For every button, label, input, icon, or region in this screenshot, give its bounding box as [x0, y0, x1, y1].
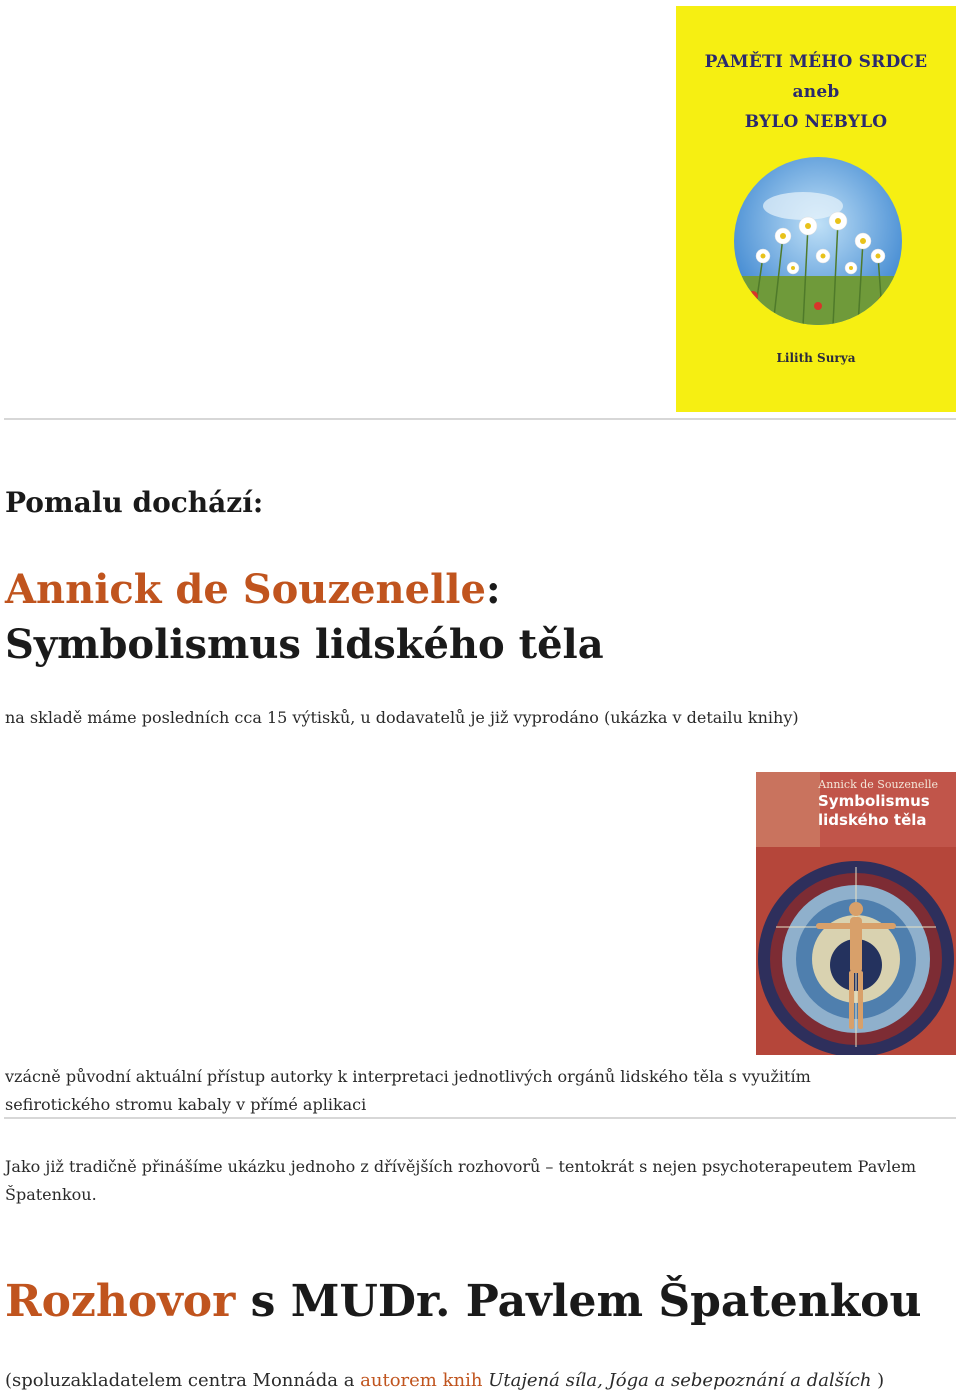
cover2-title-line1: Symbolismus	[818, 792, 930, 810]
stock-note: na skladě máme posledních cca 15 výtisků, u dodavatelů je již vyprodáno (ukázka v detailu knihy)	[5, 708, 799, 727]
author-books-link[interactable]: autorem knih	[360, 1370, 483, 1391]
cover1-title-line3: BYLO NEBYLO	[744, 112, 888, 132]
cover2-title-line2: lidského těla	[818, 811, 927, 829]
cover1-title-line2: aneb	[792, 82, 840, 102]
book-heading	[5, 562, 805, 672]
cover2-cosmic-man-image	[756, 847, 956, 1055]
interview-subtitle	[5, 1367, 884, 1395]
cover1-flower-image	[733, 156, 903, 326]
subtitle-prefix: (spoluzakladatelem centra Monnáda a	[5, 1370, 361, 1391]
cover2-decor-band	[756, 772, 820, 852]
book-cover-pameti[interactable]	[676, 6, 956, 412]
separator-top	[4, 418, 956, 420]
interview-heading-rest: s MUDr. Pavlem Špatenkou	[235, 1276, 922, 1327]
book-author-link[interactable]: Annick de Souzenelle	[5, 566, 486, 613]
section-kicker: Pomalu dochází:	[5, 486, 264, 519]
interview-heading	[5, 1276, 922, 1327]
cover2-author: Annick de Souzenelle	[818, 778, 938, 791]
book-description: vzácně původní aktuální přístup autorky k interpretaci jednotlivých orgánů lidského těla s využitím sefirotického stromu kabaly v přímé aplikaci	[5, 1067, 811, 1114]
book-cover-symbolismus[interactable]	[756, 772, 956, 1055]
subtitle-books: Utajená síla, Jóga a sebepoznání a dalších	[488, 1370, 872, 1391]
interview-intro: Jako již tradičně přinášíme ukázku jednoho z dřívějších rozhovorů – tentokrát s nejen psychoterapeutem Pavlem Špatenkou.	[5, 1157, 917, 1204]
book-title-separator: :	[485, 566, 501, 613]
cover1-author: Lilith Surya	[776, 351, 856, 365]
interview-link[interactable]: Rozhovor	[5, 1276, 236, 1327]
cover1-title-line1: PAMĚTI MÉHO SRDCE	[704, 52, 928, 72]
cover2-title	[818, 792, 938, 830]
separator-middle	[4, 1117, 956, 1119]
book-title: Symbolismus lidského těla	[5, 621, 604, 668]
subtitle-suffix: )	[871, 1370, 885, 1391]
